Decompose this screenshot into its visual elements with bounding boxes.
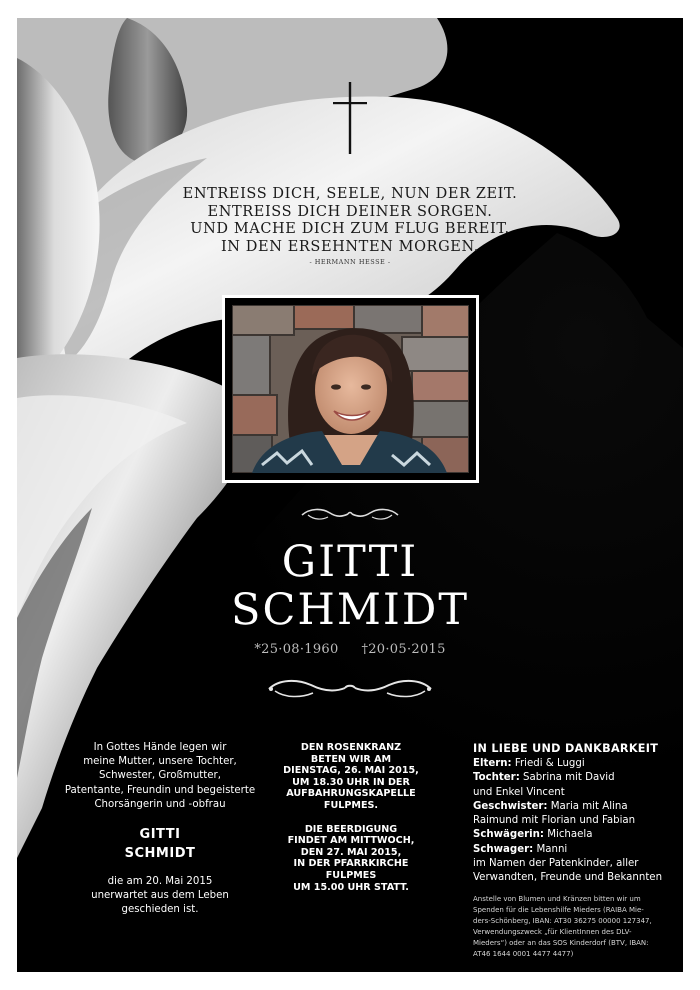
funeral-line: UM 15.00 UHR STATT. [293, 881, 409, 893]
funeral-line: DIE BEERDIGUNG [304, 823, 398, 835]
rosary-line: UM 18.30 UHR IN DER [292, 776, 410, 788]
funeral-line: FULPMES [325, 869, 377, 881]
mourner-line: im Namen der Patenkinder, aller [473, 858, 639, 870]
portrait-photo [232, 305, 469, 473]
donation-note-line: Verwendungszweck „für KlientInnen des DLV- [473, 927, 632, 936]
cross-icon [333, 82, 367, 154]
service-details-column [271, 742, 431, 893]
ornament-divider-top [300, 508, 400, 522]
announcement-line: Patentante, Freundin und begeisterte [64, 784, 256, 796]
quote-line: IN DEN ERSEHNTEN MORGEN. [220, 238, 480, 255]
quote-author: - HERMANN HESSE - [309, 258, 391, 266]
birth-date: *25·08·1960 [254, 642, 339, 657]
mourner-line: Eltern: Friedi & Luggi [473, 758, 585, 769]
rosary-line: DIENSTAG, 26. MAI 2015, [283, 765, 419, 777]
announcement-column [45, 741, 275, 918]
quote-line: ENTREISS DICH DEINER SORGEN. [207, 203, 493, 220]
announcement-line: meine Mutter, unsere Tochter, [83, 756, 237, 768]
mourner-line: Schwägerin: Michaela [473, 829, 593, 841]
funeral-line: DEN 27. MAI 2015, [300, 846, 402, 858]
donation-note-line: Spenden für die Lebenshilfe Mieders (RAIBA Mie- [473, 905, 644, 914]
announcement-line: Schwester, Großmutter, [99, 770, 221, 782]
donation-note-line: ders-Schönberg, IBAN: AT30 36275 00000 127347, [473, 916, 652, 925]
rosary-line: FULPMES. [323, 799, 379, 811]
mourner-line: Geschwister: Maria mit Alina [473, 800, 628, 812]
announcement-line: die am 20. Mai 2015 [107, 876, 213, 888]
death-date: †20·05·2015 [361, 642, 446, 657]
deceased-last-name: SCHMIDT [230, 585, 470, 635]
deceased-first-name: GITTI [281, 537, 419, 587]
mourner-line: Verwandten, Freunde und Bekannten [473, 872, 663, 884]
ornament-divider-bottom [265, 678, 435, 700]
rosary-line: BETEN WIR AM [310, 753, 392, 765]
donation-note-line: Mieders“) oder an das SOS Kinderdorf (BTV, IBAN: [473, 938, 649, 947]
mourners-heading: IN LIEBE UND DANKBARKEIT [473, 742, 659, 755]
donation-note [473, 894, 678, 960]
mourner-line: und Enkel Vincent [473, 786, 565, 798]
funeral-line: FINDET AM MITTWOCH, [287, 835, 415, 847]
mourners-column [473, 741, 678, 960]
portrait-frame [222, 295, 479, 483]
mourner-line: Schwager: Manni [473, 843, 568, 855]
rosary-line: AUFBAHRUNGSKAPELLE [286, 788, 416, 800]
announcement-first-name: GITTI [139, 827, 181, 843]
announcement-line: unerwartet aus dem Leben [91, 890, 229, 902]
obituary-card [17, 18, 683, 972]
rosary-line: DEN ROSENKRANZ [300, 742, 402, 753]
announcement-line: Chorsängerin und -obfrau [94, 798, 226, 810]
quote-line: UND MACHE DICH ZUM FLUG BEREIT. [190, 221, 510, 237]
announcement-last-name: SCHMIDT [124, 846, 196, 862]
funeral-line: IN DER PFARRKIRCHE [293, 858, 409, 870]
announcement-line: geschieden ist. [121, 904, 199, 916]
mourner-line: Raimund mit Florian und Fabian [473, 815, 636, 827]
donation-note-line: Anstelle von Blumen und Kränzen bitten wir um [473, 894, 641, 903]
quote-line: ENTREISS DICH, SEELE, NUN DER ZEIT. [182, 186, 518, 202]
poem-quote [150, 186, 550, 256]
life-dates [200, 642, 500, 657]
announcement-line: In Gottes Hände legen wir [93, 742, 227, 753]
donation-note-line: AT46 1644 0001 4477 4477) [473, 949, 574, 958]
mourner-line: Tochter: Sabrina mit David [473, 772, 615, 784]
